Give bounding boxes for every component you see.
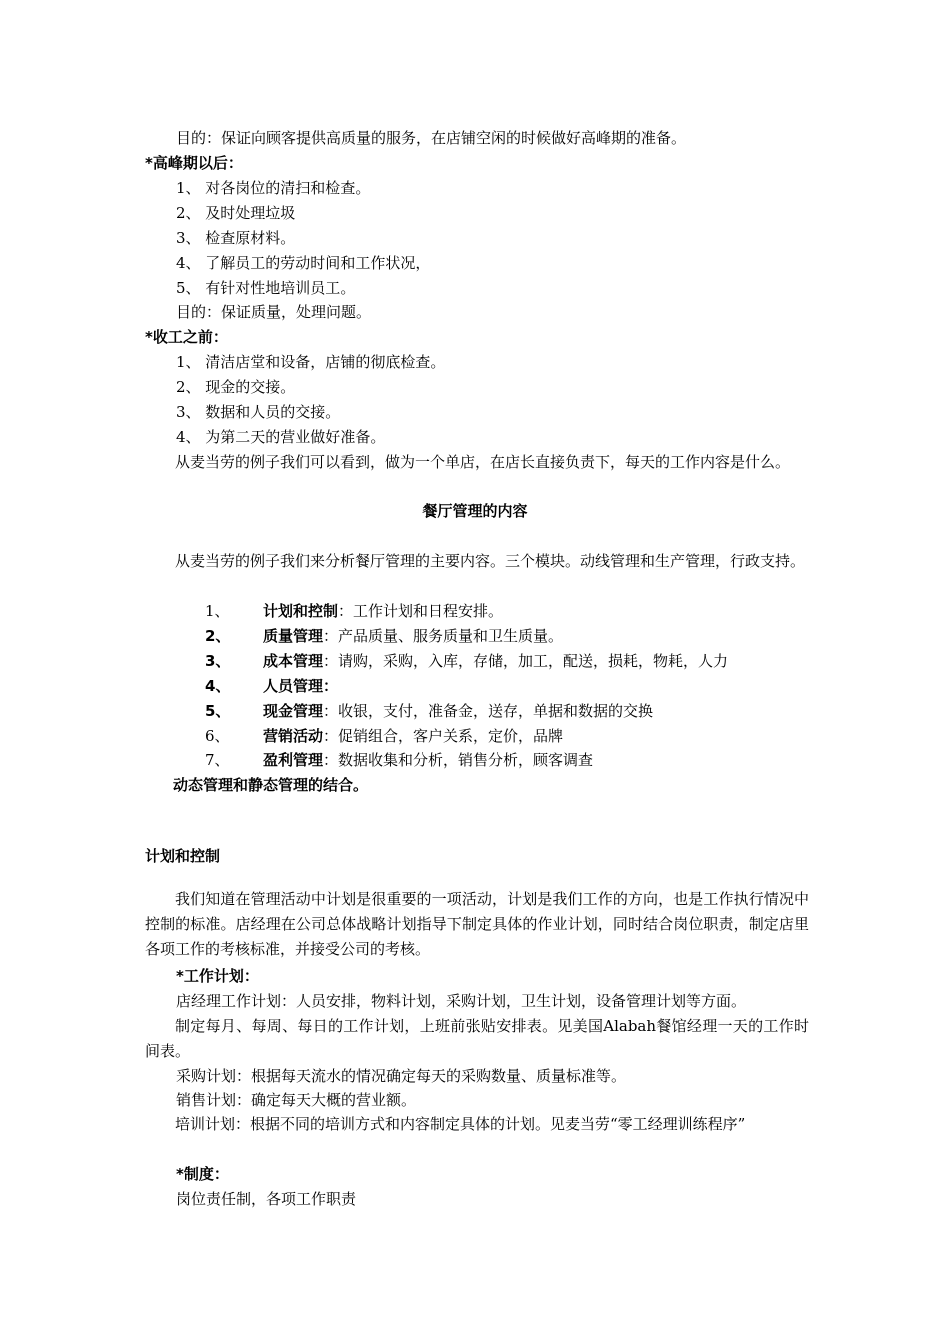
after-peak-purpose: 目的：保证质量，处理问题。 <box>176 303 372 321</box>
item-desc: ：收银，支付，准备金，送存，单据和数据的交换 <box>323 702 654 720</box>
item-desc: ：工作计划和日程安排。 <box>338 602 504 620</box>
item-desc: ：数据收集和分析，销售分析，顾客调查 <box>323 751 594 769</box>
item-term: 盈利管理 <box>263 751 324 769</box>
item-desc: ： <box>323 677 339 695</box>
item-term: 人员管理 <box>263 677 324 695</box>
item-number: 1、 <box>205 602 230 620</box>
content-list-item <box>205 601 503 621</box>
content-intro: 从麦当劳的例子我们来分析餐厅管理的主要内容。三个模块。动线管理和生产管理，行政支持。 <box>175 552 806 570</box>
item-number: 2、 <box>205 627 231 645</box>
content-conclusion: 动态管理和静态管理的结合。 <box>173 776 369 794</box>
item-term: 计划和控制 <box>263 602 339 620</box>
item-term: 现金管理 <box>263 702 324 720</box>
item-number: 6、 <box>205 727 230 745</box>
item-desc: ：产品质量、服务质量和卫生质量。 <box>323 627 564 645</box>
after-peak-item: 2、 及时处理垃圾 <box>176 204 296 222</box>
system-text: 岗位责任制，各项工作职责 <box>176 1190 357 1208</box>
after-peak-item: 4、 了解员工的劳动时间和工作状况， <box>176 254 431 272</box>
schedule-text: 制定每月、每周、每日的工作计划，上班前张贴安排表。见美国Alabah餐馆经理一天的工作时间表。 <box>145 1017 809 1060</box>
work-plan-text: 店经理工作计划：人员安排，物料计划，采购计划，卫生计划，设备管理计划等方面。 <box>176 992 747 1010</box>
item-number: 3、 <box>205 652 231 670</box>
planning-heading: 计划和控制 <box>145 847 221 865</box>
work-plan-heading: *工作计划： <box>176 967 259 985</box>
planning-intro: 我们知道在管理活动中计划是很重要的一项活动，计划是我们工作的方向，也是工作执行情况中控制的标准。店经理在公司总体战略计划指导下制定具体的作业计划，同时结合岗位职责，制定店里各项工作的考核标准，并接受公司的考核。 <box>145 890 809 958</box>
after-peak-item: 1、 对各岗位的清扫和检查。 <box>176 179 371 197</box>
purchase-plan: 采购计划：根据每天流水的情况确定每天的采购数量、质量标准等。 <box>176 1067 627 1085</box>
content-list-item <box>205 726 563 746</box>
closing-summary: 从麦当劳的例子我们可以看到，做为一个单店，在店长直接负责下，每天的工作内容是什么。 <box>175 453 791 471</box>
section-title: 餐厅管理的内容 <box>422 502 528 520</box>
item-term: 营销活动 <box>263 727 324 745</box>
item-number: 5、 <box>205 702 231 720</box>
closing-item: 3、 数据和人员的交接。 <box>176 403 341 421</box>
closing-item: 4、 为第二天的营业做好准备。 <box>176 428 386 446</box>
content-list-item <box>205 676 338 696</box>
content-list-item <box>205 750 593 770</box>
item-number: 4、 <box>205 677 231 695</box>
training-plan: 培训计划：根据不同的培训方式和内容制定具体的计划。见麦当劳“零工经理训练程序” <box>175 1115 746 1133</box>
closing-item: 2、 现金的交接。 <box>176 378 296 396</box>
system-heading: *制度： <box>176 1165 229 1183</box>
after-peak-item: 3、 检查原材料。 <box>176 229 296 247</box>
peak-prep-purpose: 目的：保证向顾客提供高质量的服务，在店铺空闲的时候做好高峰期的准备。 <box>176 129 687 147</box>
content-list-item <box>205 701 653 721</box>
item-number: 7、 <box>205 751 230 769</box>
after-peak-heading: *高峰期以后： <box>145 154 243 172</box>
closing-item: 1、 清洁店堂和设备，店铺的彻底检查。 <box>176 353 446 371</box>
sales-plan: 销售计划：确定每天大概的营业额。 <box>176 1091 417 1109</box>
item-term: 成本管理 <box>263 652 324 670</box>
content-list-item <box>205 651 728 671</box>
item-term: 质量管理 <box>263 627 324 645</box>
item-desc: ：促销组合，客户关系，定价，品牌 <box>323 727 564 745</box>
closing-heading: *收工之前： <box>145 328 228 346</box>
content-list-item <box>205 626 563 646</box>
item-desc: ：请购，采购，入库，存储，加工，配送，损耗，物耗，人力 <box>323 652 729 670</box>
after-peak-item: 5、 有针对性地培训员工。 <box>176 279 356 297</box>
